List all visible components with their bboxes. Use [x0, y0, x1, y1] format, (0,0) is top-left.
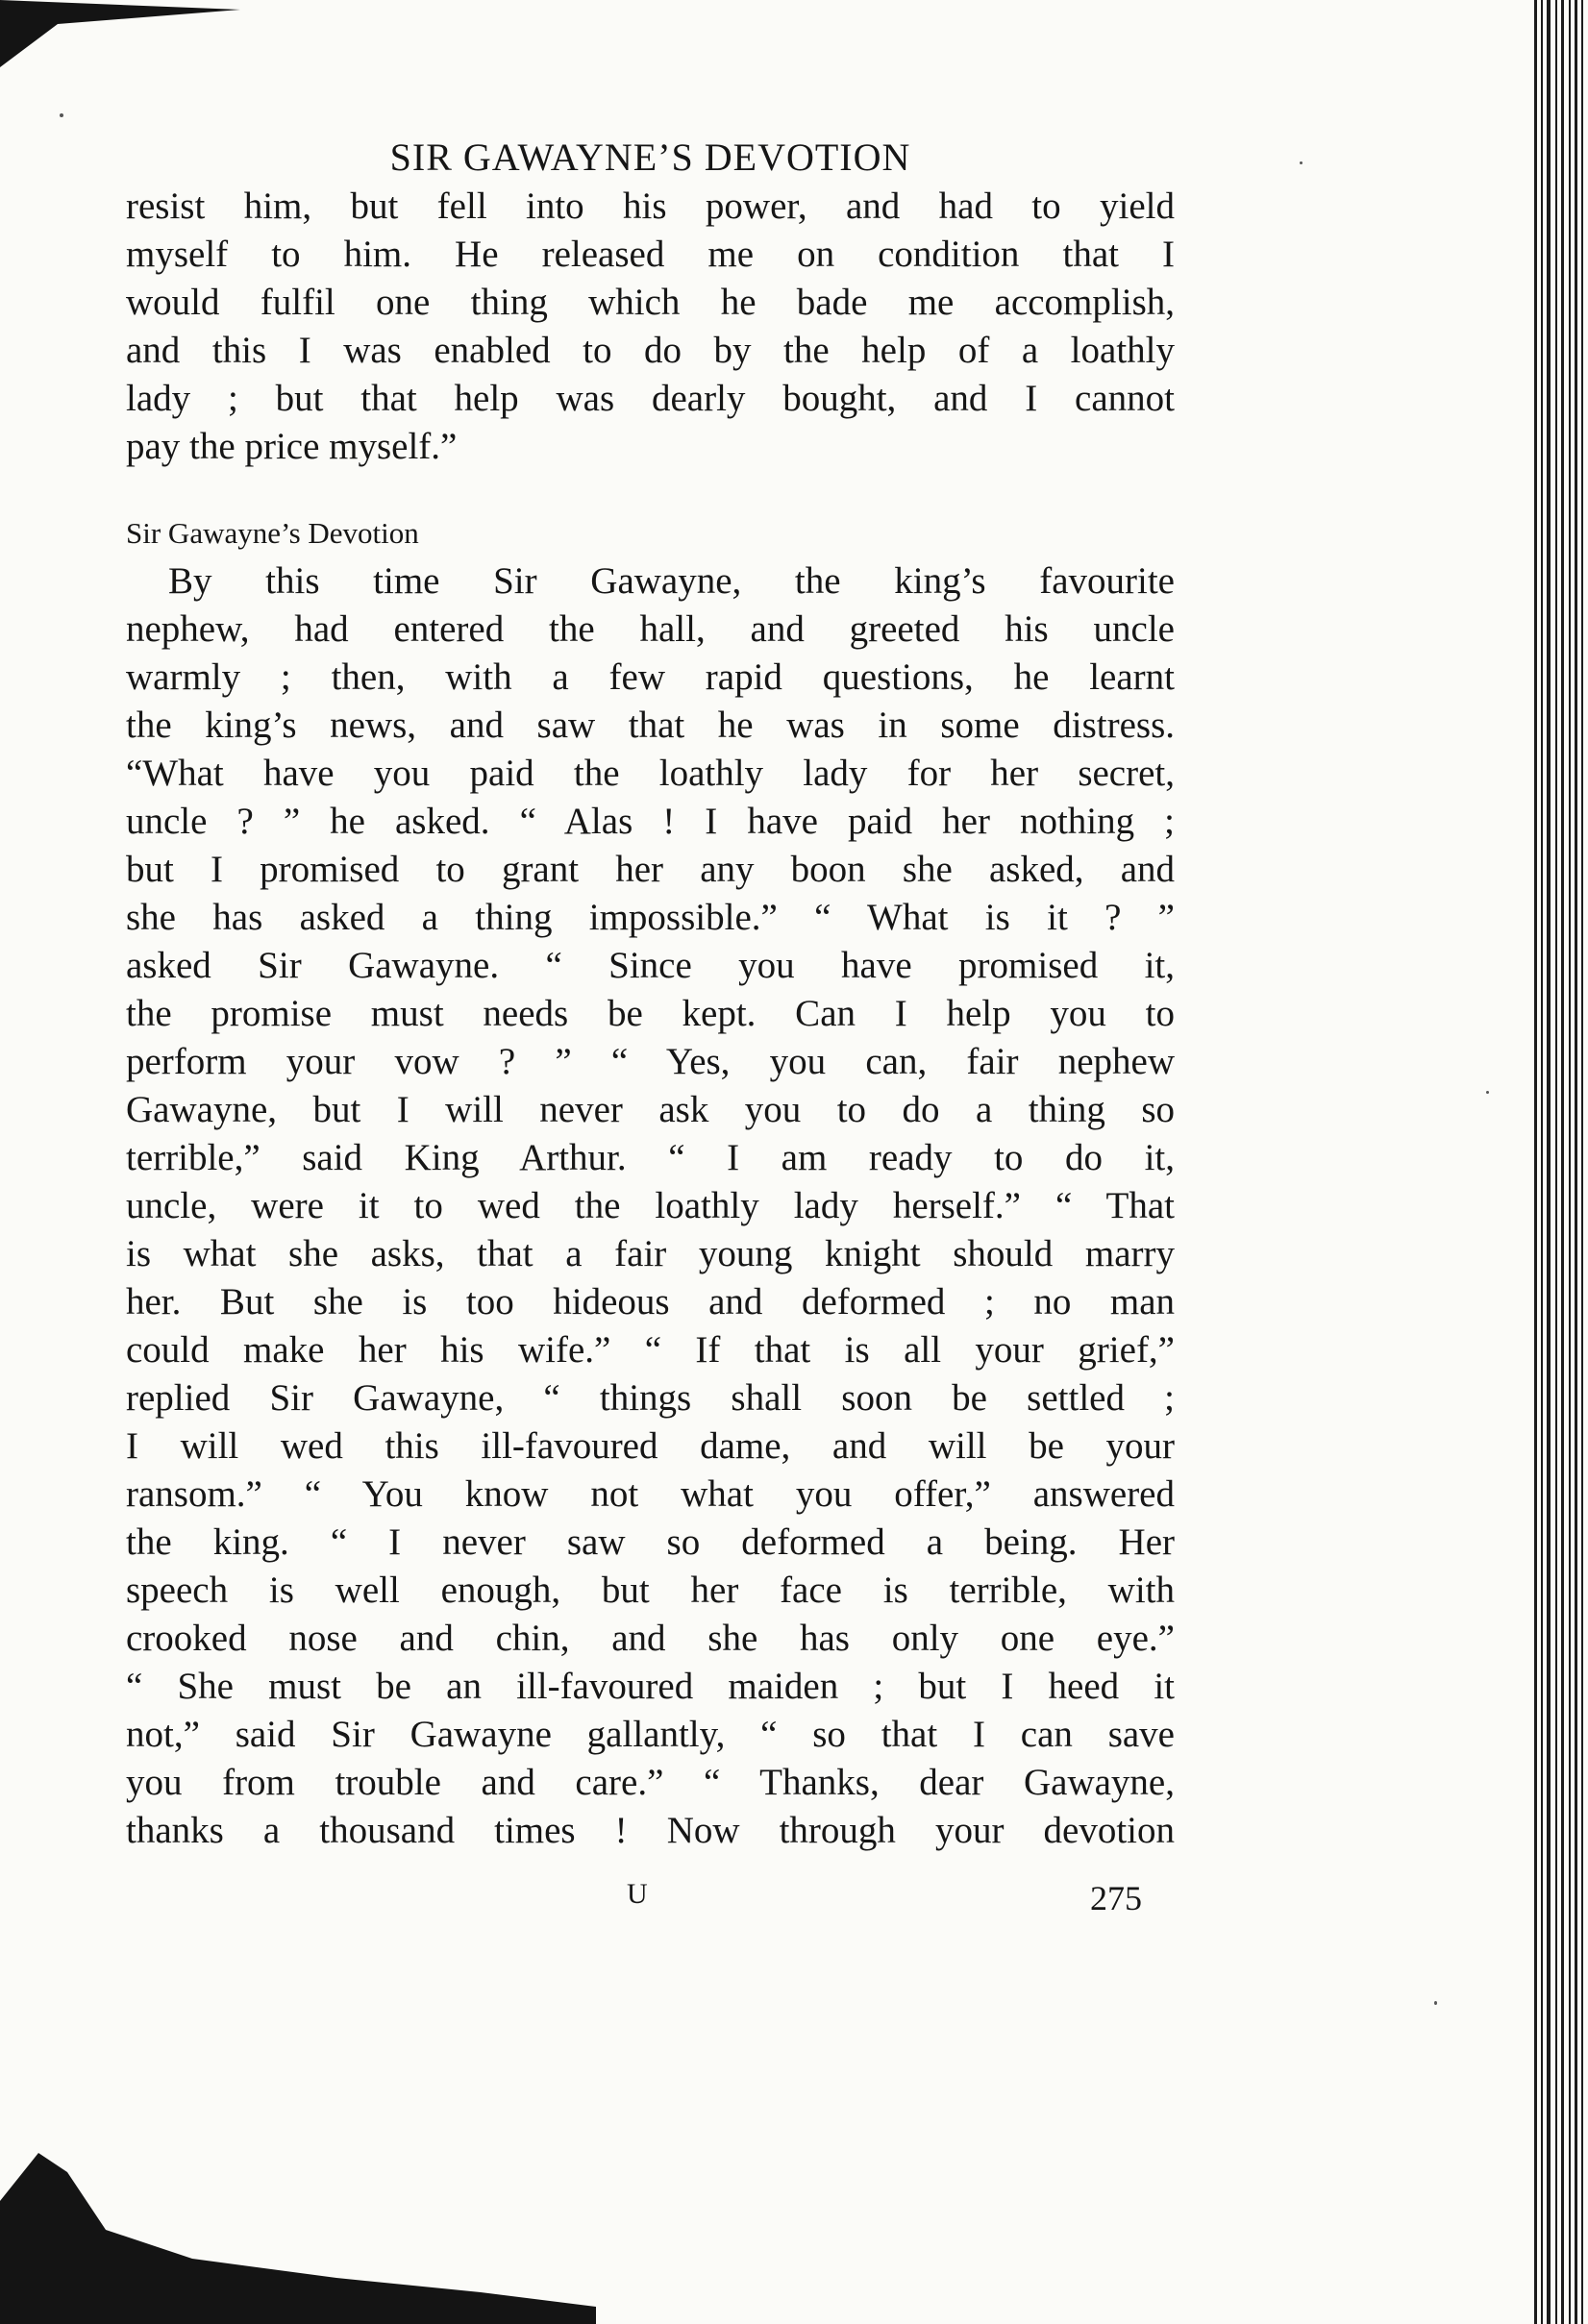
- text-line: myself to him. He released me on condition that I: [126, 234, 1175, 275]
- text-line: Gawayne, but I will never ask you to do a thing so: [126, 1089, 1175, 1130]
- spine-shadow-line: [1581, 0, 1583, 2324]
- text-line: would fulfil one thing which he bade me accomplish,: [126, 282, 1175, 323]
- spine-shadow-line: [1575, 0, 1577, 2324]
- text-line: warmly ; then, with a few rapid questions, he learnt: [126, 656, 1175, 698]
- text-line: thanks a thousand times ! Now through your devotion: [126, 1810, 1175, 1851]
- text-line: “ She must be an ill-favoured maiden ; but I heed it: [126, 1666, 1175, 1707]
- text-line: you from trouble and care.” “ Thanks, dear Gawayne,: [126, 1762, 1175, 1803]
- signature-mark: U: [627, 1878, 648, 1910]
- text-line: could make her his wife.” “ If that is all your grief,”: [126, 1329, 1175, 1371]
- text-line: terrible,” said King Arthur. “ I am ready to do it,: [126, 1137, 1175, 1178]
- scan-speck: [60, 113, 63, 117]
- text-line: replied Sir Gawayne, “ things shall soon be settled ;: [126, 1377, 1175, 1419]
- paragraph-continued: [126, 183, 1175, 471]
- body-text: [126, 183, 1175, 1855]
- text-line: her. But she is too hideous and deformed ; no man: [126, 1281, 1175, 1323]
- paragraph-main: [126, 557, 1175, 1855]
- text-line: pay the price myself.”: [126, 426, 458, 467]
- running-head: SIR GAWAYNE’S DEVOTION: [389, 136, 911, 179]
- scan-speck: [1300, 161, 1303, 164]
- text-line: asked Sir Gawayne. “ Since you have promised it,: [126, 945, 1175, 986]
- section-heading: Sir Gawayne’s Devotion: [126, 516, 419, 550]
- bottom-left-scan-edge: [0, 2095, 596, 2324]
- text-line: crooked nose and chin, and she has only one eye.”: [126, 1618, 1175, 1659]
- spine-shadow-line: [1561, 0, 1564, 2324]
- page-number: 275: [1090, 1879, 1142, 1917]
- text-line: By this time Sir Gawayne, the king’s favourite: [168, 560, 1175, 602]
- text-line: the king. “ I never saw so deformed a being. Her: [126, 1521, 1175, 1563]
- spine-shadow-line: [1534, 0, 1537, 2324]
- scan-speck: [1434, 2001, 1437, 2005]
- top-left-scan-edge: [0, 0, 260, 67]
- text-line: uncle, were it to wed the loathly lady herself.” “ That: [126, 1185, 1175, 1226]
- spine-shadow-line: [1555, 0, 1557, 2324]
- text-line: the king’s news, and saw that he was in some distress.: [126, 705, 1175, 746]
- text-line: uncle ? ” he asked. “ Alas ! I have paid her nothing ;: [126, 801, 1175, 842]
- text-line: perform your vow ? ” “ Yes, you can, fair nephew: [126, 1041, 1175, 1082]
- text-line: the promise must needs be kept. Can I help you to: [126, 993, 1175, 1034]
- text-line: nephew, had entered the hall, and greeted his uncle: [126, 608, 1175, 650]
- spine-shadow-line: [1541, 0, 1543, 2324]
- scan-speck: [1486, 1091, 1489, 1094]
- text-line: I will wed this ill-favoured dame, and will be your: [126, 1425, 1175, 1467]
- text-line: speech is well enough, but her face is terrible, with: [126, 1570, 1175, 1611]
- text-line: ransom.” “ You know not what you offer,” answered: [126, 1473, 1175, 1515]
- text-line: resist him, but fell into his power, and had to yield: [126, 185, 1175, 227]
- spine-shadow-line: [1547, 0, 1551, 2324]
- text-line: but I promised to grant her any boon she asked, and: [126, 849, 1175, 890]
- text-line: and this I was enabled to do by the help of a loathly: [126, 330, 1175, 371]
- text-line: not,” said Sir Gawayne gallantly, “ so that I can save: [126, 1714, 1175, 1755]
- text-line: is what she asks, that a fair young knight should marry: [126, 1233, 1175, 1274]
- text-line: “What have you paid the loathly lady for her secret,: [126, 753, 1175, 794]
- spine-shadow-line: [1569, 0, 1571, 2324]
- text-line: she has asked a thing impossible.” “ What is it ? ”: [126, 897, 1175, 938]
- text-line: lady ; but that help was dearly bought, and I cannot: [126, 378, 1175, 419]
